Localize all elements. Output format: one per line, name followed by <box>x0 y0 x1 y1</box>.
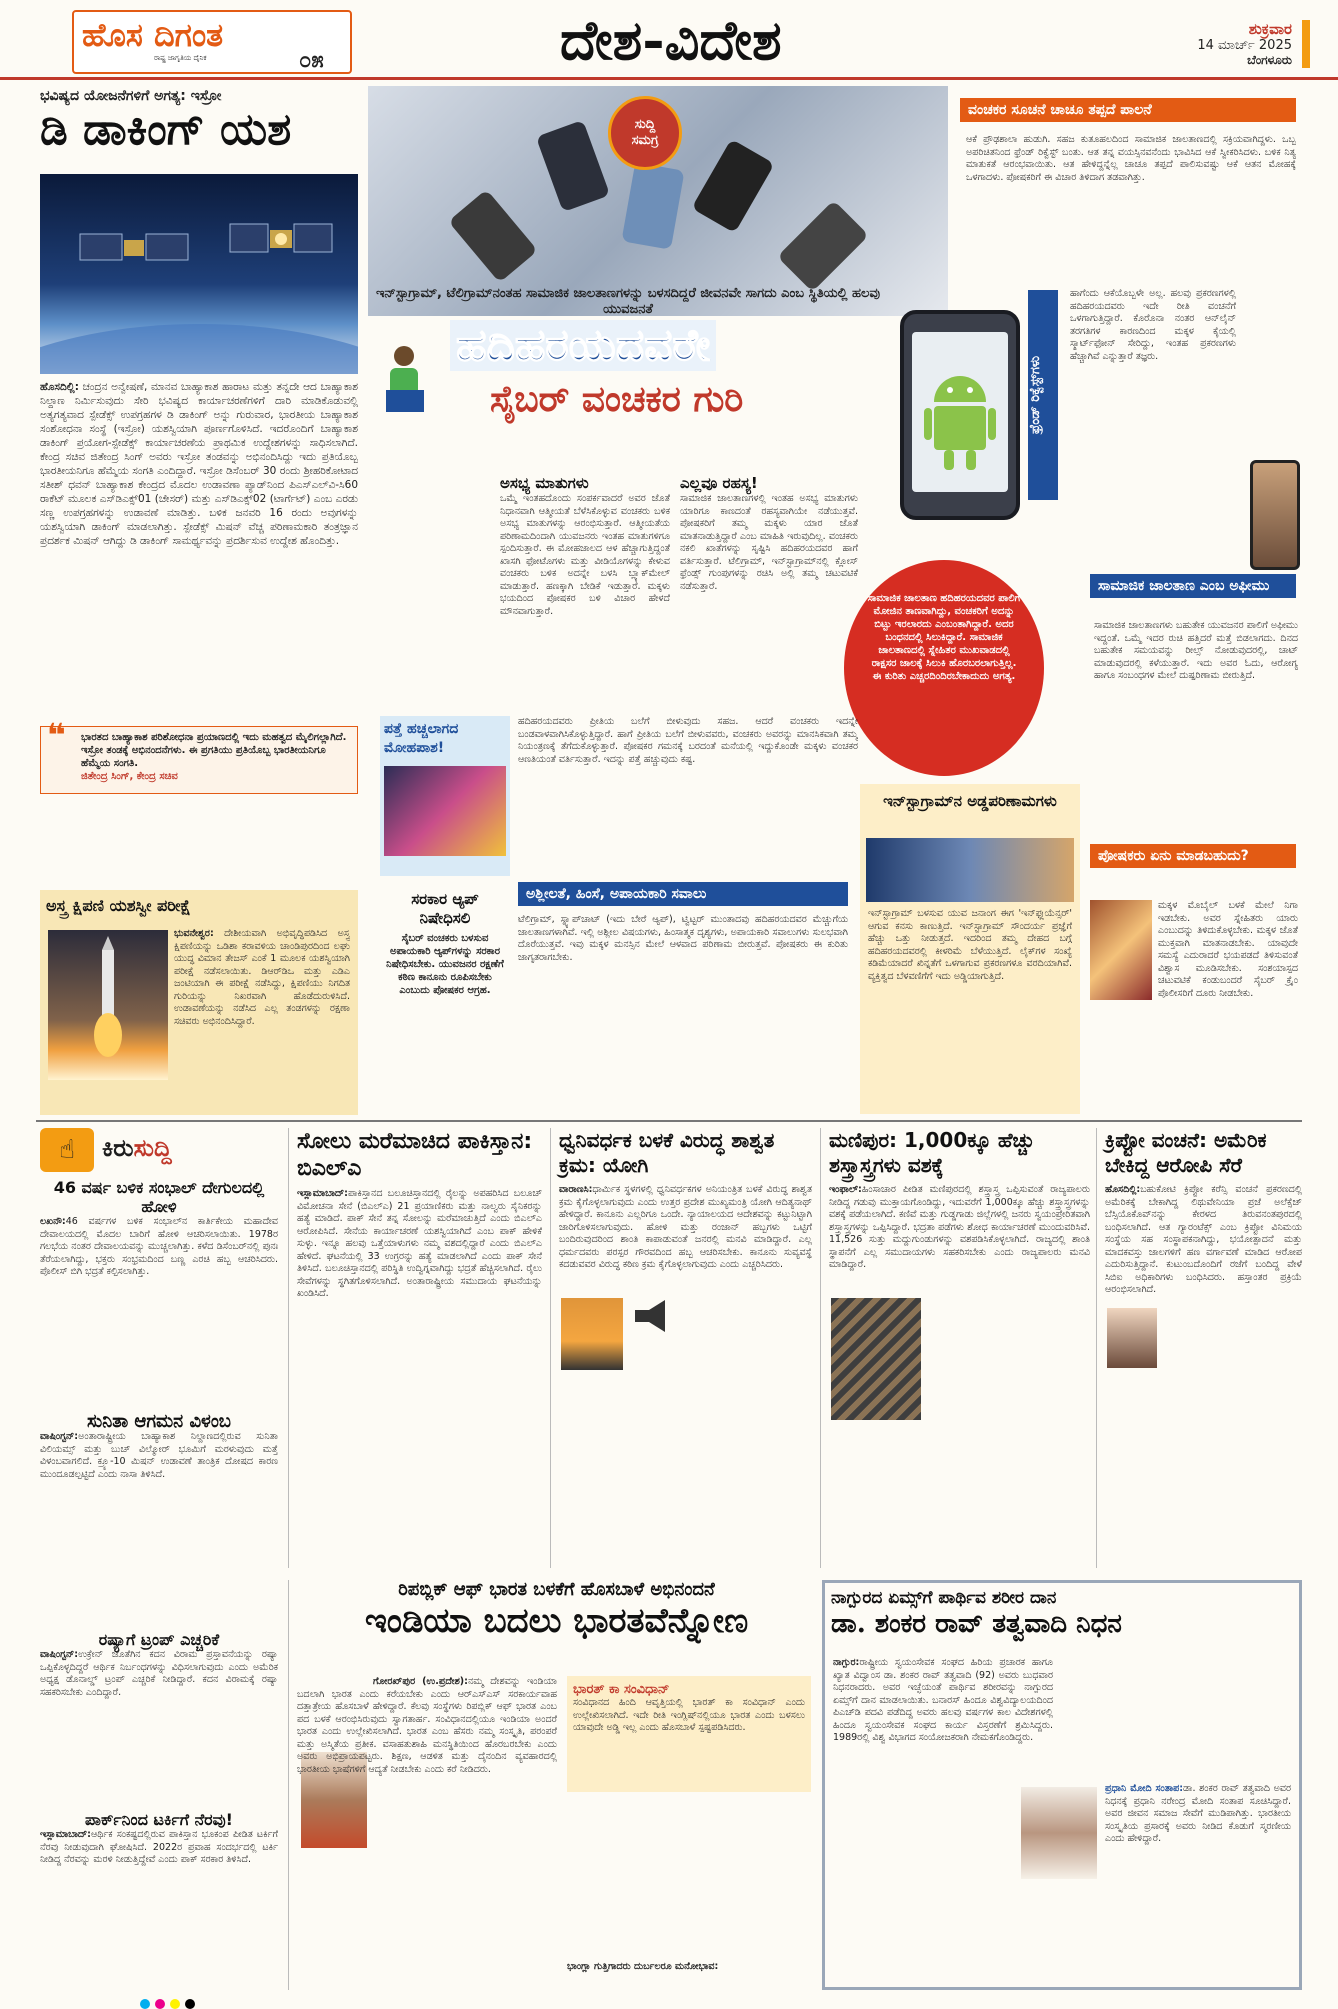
kiru-item-dateline: ವಾಷಿಂಗ್ಟನ್: <box>40 1649 79 1660</box>
app-ban-box <box>380 886 510 1106</box>
satellite-icon <box>40 174 358 374</box>
kiru-item-headline: ರಷ್ಯಾಗೆ ಟ್ರಂಪ್ ಎಚ್ಚರಿಕೆ <box>98 1630 220 1649</box>
cyber-sub1-title: ಅಸಭ್ಯ ಮಾತುಗಳು <box>500 474 589 492</box>
phone-graphic <box>890 300 1040 540</box>
kiru-item <box>40 1630 278 1810</box>
insta-box <box>860 784 1080 1114</box>
rocket-icon <box>48 930 168 1080</box>
kiru-header <box>40 1128 278 1168</box>
hosabale-article <box>288 1580 816 1990</box>
insta-body: ಇನ್‌ಸ್ಟಾಗ್ರಾಮ್ ಬಳಸುವ ಯುವ ಜನಾಂಗ ಈಗ 'ಇನ್‌ಫ್ಲುಯೆನ್ಸರ್' ಆಗುವ ಕನಸು ಕಾಣುತ್ತಿದೆ. ಇನ್‌ಸ್ಟಾಗ್ರಾಮ್ ಸೌಂದರ್ಯ ಪ್ರಜ್ಞೆಗೆ ಹೆಚ್ಚು ಒತ್ತು ನೀಡುತ್ತದೆ. ಇದರಿಂದ ತಮ್ಮ ದೇಹದ ಬಗ್ಗೆ ಹದಿಹರಯದವರಲ್ಲಿ ಕೀಳರಿಮೆ ಬೆಳೆಯುತ್ತಿದೆ. ಲೈಕ್‌ಗಳ ಸಂಖ್ಯೆ ಕಡಿಮೆಯಾದರೆ ಖಿನ್ನತೆಗೆ ಒಳಗಾಗುವ ಪ್ರಕರಣಗಳೂ ವರದಿಯಾಗಿವೆ. ವ್ಯಕ್ತಿತ್ವದ ಬೆಳವಣಿಗೆಗೆ ಇದು ಅಡ್ಡಿಯಾಗುತ್ತಿದೆ. <box>868 908 1072 982</box>
missile-article <box>40 890 358 1115</box>
mohapasha-title: ಪತ್ತೆ ಹಚ್ಚಲಾಗದ ಮೋಹಪಾಶ! <box>384 721 459 756</box>
weapons-photo <box>831 1298 921 1420</box>
phone-body <box>900 310 1020 520</box>
mohapasha-box <box>380 716 510 876</box>
constitution-box <box>567 1676 811 1792</box>
kiru-item-dateline: ಲಖನೌ: <box>40 1216 66 1227</box>
kiru-item-headline: ಸುನಿತಾ ಆಗಮನ ವಿಳಂಬ <box>86 1412 231 1432</box>
app-title: ಸರಕಾರ ಆ್ಯಪ್ ನಿಷೇಧಿಸಲಿ <box>411 890 479 927</box>
ashleel-title: ಅಶ್ಲೀಲತೆ, ಹಿಂಸೆ, ಅಪಾಯಕಾರಿ ಸವಾಲು <box>518 882 848 906</box>
crypto-body: ಬಹುಕೋಟಿ ಕ್ರಿಪ್ಟೋ ಕರೆನ್ಸಿ ವಂಚನೆ ಪ್ರಕರಣದಲ್ಲಿ ಅಮೆರಿಕಕ್ಕೆ ಬೇಕಾಗಿದ್ದ ಲಿಥುವೇನಿಯಾ ಪ್ರಜೆ ಅಲೆಕ್ಸೆಜ್ ಬೆಸ್ಸಿಯೊಕೊವ್‌ನನ್ನು ಕೇರಳದ ತಿರುವನಂತಪುರದಲ್ಲಿ ಬಂಧಿಸಲಾಗಿದೆ. ಆತ ಗ್ಯಾರಂಟೆಕ್ಸ್ ಎಂಬ ಕ್ರಿಪ್ಟೋ ವಿನಿಮಯ ಸಂಸ್ಥೆಯ ಸಹ ಸಂಸ್ಥಾಪಕನಾಗಿದ್ದು, ಭಯೋತ್ಪಾದನೆ ಮತ್ತು ಮಾದಕವಸ್ತು ಜಾಲಗಳಿಗೆ ಹಣ ವರ್ಗಾವಣೆ ಮಾಡಿದ ಆರೋಪ ಎದುರಿಸುತ್ತಿದ್ದಾನೆ. ಕುಟುಂಬದೊಂದಿಗೆ ರಜೆಗೆ ಬಂದಿದ್ದ ವೇಳೆ ಸಿಬಿಐ ಅಧಿಕಾರಿಗಳು ಬಂಧಿಸಿದರು. ಹಸ್ತಾಂತರ ಪ್ರಕ್ರಿಯೆ ಆರಂಭಿಸಲಾಗಿದೆ. <box>1105 1184 1302 1295</box>
finger-pointing-icon: ☝ <box>40 1128 94 1172</box>
newspaper-logo <box>72 10 352 74</box>
nagpur-article <box>822 1580 1302 1990</box>
crypto-headline: ಕ್ರಿಪ್ಟೋ ವಂಚನೆ: ಅಮೆರಿಕ ಬೇಕಿದ್ದ ಆರೋಪಿ ಸೆರೆ <box>1105 1128 1267 1177</box>
missile-headline: ಅಸ್ತ್ರ ಕ್ಷಿಪಣಿ ಯಶಸ್ವೀ ಪರೀಕ್ಷೆ <box>46 896 191 915</box>
cyber-kicker: ಇನ್‌ಸ್ಟಾಗ್ರಾಮ್, ಟೆಲಿಗ್ರಾಮ್‌ನಂತಹ ಸಾಮಾಜಿಕ ಜಾಲತಾಣಗಳನ್ನು ಬಳಸದಿದ್ದರೆ ಜೀವನವೇ ಸಾಗದು ಎಂಬ ಸ್ಥಿತಿಯಲ್ಲಿ ಹಲವು ಯುವಜನತೆ <box>375 286 881 317</box>
kiru-item <box>40 1412 278 1630</box>
missile-dateline: ಭುವನೇಶ್ವರ: <box>174 928 214 939</box>
social-title: ಸಾಮಾಜಿಕ ಜಾಲತಾಣ ಎಂಬ ಅಫೀಮು <box>1090 574 1296 598</box>
yogi-dateline: ವಾರಾಣಸಿ: <box>559 1184 593 1195</box>
logo-title: ಹೊಸ ದಿಗಂತ <box>82 16 224 54</box>
kiru-item-body: ಆರ್ಥಿಕ ಸಂಕಷ್ಟದಲ್ಲಿರುವ ಪಾಕಿಸ್ತಾನ ಭೂಕಂಪ ಪೀಡಿತ ಟರ್ಕಿಗೆ ನೆರವು ನೀಡುವುದಾಗಿ ಘೋಷಿಸಿದೆ. 2022ರ ಪ್ರವಾಹ ಸಂದರ್ಭದಲ್ಲಿ ಟರ್ಕಿ ನೀಡಿದ್ದ ನೆರವನ್ನು ಮರಳಿ ನೀಡುತ್ತಿದ್ದೇವೆ ಎಂದು ಪಾಕ್ ಸರಕಾರ ತಿಳಿಸಿದೆ. <box>40 1829 278 1865</box>
rocket-photo <box>48 930 168 1080</box>
parents-body: ಮಕ್ಕಳ ಮೊಬೈಲ್ ಬಳಕೆ ಮೇಲೆ ನಿಗಾ ಇಡಬೇಕು. ಅವರ ಸ್ನೇಹಿತರು ಯಾರು ಎಂಬುದನ್ನು ತಿಳಿದುಕೊಳ್ಳಬೇಕು. ಮಕ್ಕಳ ಜೊತೆ ಮುಕ್ತವಾಗಿ ಮಾತನಾಡಬೇಕು. ಯಾವುದೇ ಸಮಸ್ಯೆ ಎದುರಾದರೆ ಭಯಪಡದೆ ತಿಳಿಸುವಂತೆ ವಿಶ್ವಾಸ ಮೂಡಿಸಬೇಕು. ಸಂಶಯಾಸ್ಪದ ಚಟುವಟಿಕೆ ಕಂಡುಬಂದರೆ ಸೈಬರ್ ಕ್ರೈಂ ಪೊಲೀಸರಿಗೆ ದೂರು ನೀಡಬೇಕು. <box>1158 900 1298 999</box>
pak-body: ಪಾಕಿಸ್ತಾನದ ಬಲೂಚಿಸ್ತಾನದಲ್ಲಿ ರೈಲನ್ನು ಅಪಹರಿಸಿದ ಬಲೂಚ್ ವಿಮೋಚನಾ ಸೇನೆ (ಬಿಎಲ್‌ಎ) 21 ಪ್ರಯಾಣಿಕರು ಮತ್ತು ನಾಲ್ವರು ಸೈನಿಕರನ್ನು ಹತ್ಯೆ ಮಾಡಿದೆ. ಪಾಕ್ ಸೇನೆ ತನ್ನ ಸೋಲನ್ನು ಮರೆಮಾಚುತ್ತಿದೆ ಎಂದು ಬಿಎಲ್‌ಎ ಆರೋಪಿಸಿದೆ. ಸೇನೆಯ ಕಾರ್ಯಾಚರಣೆ ಯಶಸ್ವಿಯಾಗಿದೆ ಎಂಬ ಪಾಕ್ ಹೇಳಿಕೆ ಸುಳ್ಳು. ಇನ್ನೂ ಹಲವು ಒತ್ತೆಯಾಳುಗಳು ನಮ್ಮ ವಶದಲ್ಲಿದ್ದಾರೆ ಎಂದು ಬಿಎಲ್‌ಎ ಹೇಳಿದೆ. ಘಟನೆಯಲ್ಲಿ 33 ಉಗ್ರರನ್ನು ಹತ್ಯೆ ಮಾಡಲಾಗಿದೆ ಎಂದು ಪಾಕ್ ಸೇನೆ ತಿಳಿಸಿದೆ. ಬಲೂಚಿಸ್ತಾನದಲ್ಲಿ ಪರಿಸ್ಥಿತಿ ಉದ್ವಿಗ್ನವಾಗಿದ್ದು ಭದ್ರತೆ ಹೆಚ್ಚಿಸಲಾಗಿದೆ. ರೈಲು ಸೇವೆಗಳನ್ನು ಸ್ಥಗಿತಗೊಳಿಸಲಾಗಿದೆ. ಅಂತಾರಾಷ್ಟ್ರೀಯ ಸಮುದಾಯ ಘಟನೆಯನ್ನು ಖಂಡಿಸಿದೆ. <box>297 1188 542 1299</box>
pak-article <box>288 1128 542 1568</box>
kiru-title <box>102 1134 172 1162</box>
kiru-title-a: ಕಿರು <box>102 1134 134 1162</box>
isro-quote-author: ಜಿತೇಂದ್ರ ಸಿಂಗ್, ಕೇಂದ್ರ ಸಚಿವ <box>81 771 178 782</box>
right-mid-body: ಹಾಗೆಂದು ಆಕೆಯೊಬ್ಬಳೇ ಅಲ್ಲ. ಹಲವು ಪ್ರಕರಣಗಳಲ್ಲಿ ಹದಿಹರಯದವರು ಇದೇ ರೀತಿ ವಂಚನೆಗೆ ಒಳಗಾಗುತ್ತಿದ್ದಾರೆ. ಕೊರೊನಾ ನಂತರ ಆನ್‌ಲೈನ್ ತರಗತಿಗಳ ಕಾರಣದಿಂದ ಮಕ್ಕಳ ಕೈಯಲ್ಲಿ ಸ್ಮಾರ್ಟ್‌ಫೋನ್ ಸೇರಿದ್ದು, ಇಂತಹ ಪ್ರಕರಣಗಳು ಹೆಚ್ಚಾಗಿವೆ ಎನ್ನುತ್ತಾರೆ ತಜ್ಞರು. <box>1070 288 1236 362</box>
manipur-body: ಹಿಂಸಾಚಾರ ಪೀಡಿತ ಮಣಿಪುರದಲ್ಲಿ ಶಸ್ತ್ರಾಸ್ತ್ರ ಒಪ್ಪಿಸುವಂತೆ ರಾಜ್ಯಪಾಲರು ನೀಡಿದ್ದ ಗಡುವು ಮುಕ್ತಾಯಗೊಂಡಿದ್ದು, ಇದುವರೆಗೆ 1,000ಕ್ಕೂ ಹೆಚ್ಚು ಶಸ್ತ್ರಾಸ್ತ್ರಗಳನ್ನು ವಶಕ್ಕೆ ಪಡೆಯಲಾಗಿದೆ. ಕಣಿವೆ ಮತ್ತು ಗುಡ್ಡಗಾಡು ಜಿಲ್ಲೆಗಳಲ್ಲಿ ಜನರು ಸ್ವಯಂಪ್ರೇರಿತವಾಗಿ ಶಸ್ತ್ರಾಸ್ತ್ರಗಳನ್ನು ಒಪ್ಪಿಸಿದ್ದಾರೆ. ಭದ್ರತಾ ಪಡೆಗಳು ಶೋಧ ಕಾರ್ಯಾಚರಣೆ ಮುಂದುವರಿಸಿವೆ. 11,526 ಸುತ್ತು ಮದ್ದುಗುಂಡುಗಳನ್ನು ವಶಪಡಿಸಿಕೊಳ್ಳಲಾಗಿದೆ. ರಾಜ್ಯದಲ್ಲಿ ಶಾಂತಿ ಸ್ಥಾಪನೆಗೆ ಎಲ್ಲ ಸಮುದಾಯಗಳು ಸಹಕರಿಸಬೇಕು ಎಂದು ರಾಜ್ಯಪಾಲರು ಮನವಿ ಮಾಡಿದ್ದಾರೆ. <box>829 1184 1090 1270</box>
cyber-headline-2: ಸೈಬರ್ ವಂಚಕರ ಗುರಿ <box>490 378 744 420</box>
date-city: ಬೆಂಗಳೂರು <box>1247 53 1292 67</box>
hosabale-body: ನಮ್ಮ ದೇಶವನ್ನು ಇಂಡಿಯಾ ಬದಲಾಗಿ ಭಾರತ ಎಂದು ಕರೆಯಬೇಕು ಎಂದು ಆರ್‌ಎಸ್‌ಎಸ್ ಸರಕಾರ್ಯವಾಹ ದತ್ತಾತ್ರೇಯ ಹೊಸಬಾಳೆ ಹೇಳಿದ್ದಾರೆ. ಕೆಲವು ಸಂಸ್ಥೆಗಳು ರಿಪಬ್ಲಿಕ್ ಆಫ್ ಭಾರತ ಎಂಬ ಪದ ಬಳಕೆ ಆರಂಭಿಸಿರುವುದು ಸ್ವಾಗತಾರ್ಹ. ಸಂವಿಧಾನದಲ್ಲಿಯೂ ಇಂಡಿಯಾ ಅಂದರೆ ಭಾರತ ಎಂದು ಉಲ್ಲೇಖಿಸಲಾಗಿದೆ. ಭಾರತ ಎಂಬ ಹೆಸರು ನಮ್ಮ ಸಂಸ್ಕೃತಿ, ಪರಂಪರೆ ಮತ್ತು ಅಸ್ಮಿತೆಯ ಪ್ರತೀಕ. ವಸಾಹತುಶಾಹಿ ಮನಸ್ಥಿತಿಯಿಂದ ಹೊರಬರಬೇಕು ಎಂದು ಅವರು ಅಭಿಪ್ರಾಯಪಟ್ಟರು. ಶಿಕ್ಷಣ, ಆಡಳಿತ ಮತ್ತು ದೈನಂದಿನ ವ್ಯವಹಾರದಲ್ಲಿ ಭಾರತೀಯ ಭಾಷೆಗಳಿಗೆ ಆದ್ಯತೆ ನೀಡಬೇಕು ಎಂದು ಕರೆ ನೀಡಿದರು. <box>297 1676 557 1775</box>
section-divider <box>36 1120 1302 1122</box>
nagpur-tribute-body: ಡಾ. ಶಂಕರ ರಾವ್ ತತ್ವವಾದಿ ಅವರ ನಿಧನಕ್ಕೆ ಪ್ರಧಾನಿ ನರೇಂದ್ರ ಮೋದಿ ಸಂತಾಪ ಸೂಚಿಸಿದ್ದಾರೆ. ಅವರ ಜೀವನ ಸಮಾಜ ಸೇವೆಗೆ ಮುಡಿಪಾಗಿತ್ತು. ಭಾರತೀಯ ಸಂಸ್ಕೃತಿಯ ಪ್ರಸಾರಕ್ಕೆ ಅವರು ನೀಡಿದ ಕೊಡುಗೆ ಸ್ಮರಣೀಯ ಎಂದು ಹೇಳಿದ್ದಾರೆ. <box>1105 1783 1291 1844</box>
pak-headline: ಸೋಲು ಮರೆಮಾಚಿದ ಪಾಕಿಸ್ತಾನ: ಬಿಎಲ್‌ಎ <box>297 1129 533 1181</box>
samagra-badge <box>608 96 682 170</box>
missile-body <box>174 928 350 1108</box>
hosabale-kicker: ರಿಪಬ್ಲಿಕ್ ಆಫ್ ಭಾರತ ಬಳಕೆಗೆ ಹೊಸಬಾಳೆ ಅಭಿನಂದನೆ <box>398 1579 715 1600</box>
kiru-title-b: ಸುದ್ದಿ <box>133 1134 172 1162</box>
isro-article <box>40 88 358 782</box>
crypto-dateline: ಹೊಸದಿಲ್ಲಿ: <box>1105 1184 1141 1195</box>
registration-marks <box>140 1994 200 2006</box>
nagpur-headline: ಡಾ. ಶಂಕರ ರಾವ್ ತತ್ವವಾದಿ ನಿಧನ <box>831 1609 1122 1639</box>
insta-photo <box>866 838 1074 902</box>
kiru-item-dateline: ಇಸ್ಲಾಮಾಬಾದ್: <box>40 1829 91 1840</box>
date-day: ಶುಕ್ರವಾರ <box>1248 20 1292 38</box>
isro-body-text: ಚಂದ್ರನ ಅನ್ವೇಷಣೆ, ಮಾನವ ಬಾಹ್ಯಾಕಾಶ ಹಾರಾಟ ಮತ್ತು ತನ್ನದೇ ಆದ ಬಾಹ್ಯಾಕಾಶ ನಿಲ್ದಾಣ ನಿರ್ಮಿಸುವುದು ಸೇರಿ ಭವಿಷ್ಯದ ಕಾರ್ಯಾಚರಣೆಗಳಿಗೆ ದಾರಿ ಮಾಡಿಕೊಡುವಲ್ಲಿ ಅತ್ಯಗತ್ಯವಾದ ಸ್ಪೇಡೆಕ್ಸ್ ಉಪಗ್ರಹಗಳ ಡಿ ಡಾಕಿಂಗ್ ಅನ್ನು ಗುರುವಾರ, ಭಾರತೀಯ ಬಾಹ್ಯಾಕಾಶ ಸಂಶೋಧನಾ ಸಂಸ್ಥೆ (ಇಸ್ರೋ) ಯಶಸ್ವಿಯಾಗಿ ಪೂರ್ಣಗೊಳಿಸಿದೆ. ಇದರೊಂದಿಗೆ ಬಾಹ್ಯಾಕಾಶ ಡಾಕಿಂಗ್ ಪ್ರಯೋಗ-ಸ್ಪೇಡೆಕ್ಸ್ ಕಾರ್ಯಾಚರಣೆಯ ಪ್ರಾಥಮಿಕ ಉದ್ದೇಶಗಳನ್ನು ಸಾಧಿಸಲಾಗಿದೆ. ಕೇಂದ್ರ ಸಚಿವ ಜಿತೇಂದ್ರ ಸಿಂಗ್ ಅವರು ಇಸ್ರೋ ತಂಡವನ್ನು ಅಭಿನಂದಿಸಿದ್ದು ಇದು ಪ್ರತಿಯೊಬ್ಬ ಭಾರತೀಯನಿಗೂ ಹೆಮ್ಮೆಯ ಸಂಗತಿ ಎಂದಿದ್ದಾರೆ. ಇಸ್ರೋ ಡಿಸೆಂಬರ್ 30 ರಂದು ಶ್ರೀಹರಿಕೋಟಾದ ಸತೀಶ್ ಧವನ್ ಬಾಹ್ಯಾಕಾಶ ಕೇಂದ್ರದ ಮೊದಲ ಉಡಾವಣಾ ಪ್ಯಾಡ್‌ನಿಂದ ಪಿಎಸ್‌ಎಲ್‌ವಿ-ಸಿ60 ರಾಕೆಟ್ ಮೂಲಕ ಎಸ್‌ಡಿಎಕ್ಸ್01 (ಚೇಸರ್) ಮತ್ತು ಎಸ್‌ಡಿಎಕ್ಸ್02 (ಟಾರ್ಗೆಟ್) ಎಂಬ ಎರಡು ಸಣ್ಣ ಉಪಗ್ರಹಗಳನ್ನು ಉಡಾವಣೆ ಮಾಡಿತ್ತು. ಬಳಿಕ ಜನವರಿ 16 ರಂದು ಅವುಗಳನ್ನು ಯಶಸ್ವಿಯಾಗಿ ಡಾಕಿಂಗ್ ಮಾಡಲಾಗಿತ್ತು. ಸ್ಪೇಡೆಕ್ಸ್ ಮಿಷನ್ ವೆಚ್ಚ ಪರಿಣಾಮಕಾರಿ ತಂತ್ರಜ್ಞಾನ ಪ್ರದರ್ಶಕ ಮಿಷನ್ ಆಗಿದ್ದು ಡಿ ಡಾಕಿಂಗ್ ಸಾಮರ್ಥ್ಯವನ್ನು ಪ್ರದರ್ಶಿಸುವ ಉದ್ದೇಶ ಹೊಂದಿತ್ತು. <box>40 381 358 547</box>
loudspeaker-icon <box>631 1296 691 1336</box>
kiru-item-body: ಉಕ್ರೇನ್ ಜೊತೆಗಿನ ಕದನ ವಿರಾಮ ಪ್ರಸ್ತಾವನೆಯನ್ನು ರಷ್ಯಾ ಒಪ್ಪಿಕೊಳ್ಳದಿದ್ದರೆ ಆರ್ಥಿಕ ನಿರ್ಬಂಧಗಳನ್ನು ವಿಧಿಸಲಾಗುವುದು ಎಂದು ಅಮೆರಿಕ ಅಧ್ಯಕ್ಷ ಡೊನಾಲ್ಡ್ ಟ್ರಂಪ್ ಎಚ್ಚರಿಕೆ ನೀಡಿದ್ದಾರೆ. ಕದನ ವಿರಾಮಕ್ಕೆ ರಷ್ಯಾ ಸಹಕರಿಸಬೇಕು ಎಂದಿದ್ದಾರೆ. <box>40 1649 278 1698</box>
kiru-item-headline: ಪಾರ್ಕ್‌ನಿಂದ ಟರ್ಕಿಗೆ ನೆರವು! <box>85 1810 233 1829</box>
date-block <box>1130 20 1310 68</box>
section-title: ದೇಶ-ವಿದೇಶ <box>560 8 782 72</box>
accused-photo <box>1107 1308 1157 1368</box>
kiru-item <box>40 1810 278 1980</box>
cyber-headline-1: ಹದಿಹರಯದವರೇ <box>450 320 716 371</box>
isro-headline: ಡಿ ಡಾಕಿಂಗ್ ಯಶ <box>40 104 292 155</box>
kiru-item-headline: 46 ವರ್ಷ ಬಳಿಕ ಸಂಭಾಲ್ ದೇಗುಲದಲ್ಲಿ ಹೋಳಿ <box>53 1178 265 1216</box>
parents-title: ಪೋಷಕರು ಏನು ಮಾಡಬಹುದು? <box>1090 844 1296 868</box>
isro-dateline: ಹೊಸದಿಲ್ಲಿ: <box>40 381 79 393</box>
nagpur-tribute-author: ಪ್ರಧಾನಿ ಮೋದಿ ಸಂತಾಪ: <box>1105 1783 1184 1794</box>
selfie-phone-photo <box>1250 460 1300 570</box>
yogi-headline: ಧ್ವನಿವರ್ಧಕ ಬಳಕೆ ವಿರುದ್ಧ ಶಾಶ್ವತ ಕ್ರಮ: ಯೋಗಿ <box>559 1128 775 1177</box>
person-laptop-icon <box>370 340 440 430</box>
cyber-sub1 <box>500 474 670 705</box>
constitution-title: ಭಾರತ್ ಕಾ ಸಂವಿಧಾನ್ <box>573 1682 670 1697</box>
social-body: ಸಾಮಾಜಿಕ ಜಾಲತಾಣಗಳು ಬಹುತೇಕ ಯುವಜನರ ಪಾಲಿಗೆ ಅಫೀಮು ಇದ್ದಂತೆ. ಒಮ್ಮೆ ಇದರ ರುಚಿ ಹತ್ತಿದರೆ ಮತ್ತೆ ಬಿಡಲಾಗದು. ದಿನದ ಬಹುತೇಕ ಸಮಯವನ್ನು ರೀಲ್ಸ್ ನೋಡುವುದರಲ್ಲಿ, ಚಾಟ್ ಮಾಡುವುದರಲ್ಲಿ ಕಳೆಯುತ್ತಾರೆ. ಇದು ಅವರ ಓದು, ಆರೋಗ್ಯ ಹಾಗೂ ಸಂಬಂಧಗಳ ಮೇಲೆ ದುಷ್ಪರಿಣಾಮ ಬೀರುತ್ತಿದೆ. <box>1094 620 1298 681</box>
app-body: ಸೈಬರ್ ವಂಚಕರು ಬಳಸುವ ಅಪಾಯಕಾರಿ ಆ್ಯಪ್‌ಗಳನ್ನು ಸರಕಾರ ನಿಷೇಧಿಸಬೇಕು. ಯುವಜನರ ರಕ್ಷಣೆಗೆ ಕಠಿಣ ಕಾನೂನು ರೂಪಿಸಬೇಕು ಎಂಬುದು ಪೋಷಕರ ಆಗ್ರಹ. <box>386 933 504 996</box>
isro-quote: ಭಾರತದ ಬಾಹ್ಯಾಕಾಶ ಪರಿಶೋಧನಾ ಪ್ರಯಾಣದಲ್ಲಿ ಇದು ಮಹತ್ವದ ಮೈಲಿಗಲ್ಲಾಗಿದೆ. ಇಸ್ರೋ ತಂಡಕ್ಕೆ ಅಭಿನಂದನೆಗಳು. ಈ ಪ್ರಗತಿಯು ಪ್ರತಿಯೊಬ್ಬ ಭಾರತೀಯನಿಗೂ ಹೆಮ್ಮೆಯ ಸಂಗತಿ. <box>81 732 347 769</box>
yogi-article <box>550 1128 812 1568</box>
missile-body-text: ದೇಶೀಯವಾಗಿ ಅಭಿವೃದ್ಧಿಪಡಿಸಿದ ಅಸ್ತ್ರ ಕ್ಷಿಪಣಿಯನ್ನು ಒಡಿಶಾ ಕರಾವಳಿಯ ಚಾಂಡಿಪುರದಿಂದ ಲಘು ಯುದ್ಧ ವಿಮಾನ ತೇಜಸ್ ಎಂಕೆ 1 ಮೂಲಕ ಯಶಸ್ವಿಯಾಗಿ ಪರೀಕ್ಷೆ ನಡೆಸಲಾಯಿತು. ಡಿಆರ್‌ಡಿಒ ಮತ್ತು ಎಡಿಎ ಜಂಟಿಯಾಗಿ ಈ ಪರೀಕ್ಷೆ ನಡೆಸಿದ್ದು, ಕ್ಷಿಪಣಿಯು ನಿಗದಿತ ಗುರಿಯನ್ನು ನಿಖರವಾಗಿ ಹೊಡೆದುರುಳಿಸಿದೆ. ಉಡಾವಣೆಯನ್ನು ನಡೆಸಿದ ಎಲ್ಲ ತಂಡಗಳನ್ನು ರಕ್ಷಣಾ ಸಚಿವರು ಅಭಿನಂದಿಸಿದ್ದಾರೆ. <box>174 928 350 1027</box>
red-callout-circle: ಸಾಮಾಜಿಕ ಜಾಲತಾಣ ಹದಿಹರಯದವರ ಪಾಲಿಗೆ ಮೋಜಿನ ತಾಣವಾಗಿದ್ದು, ವಂಚಕರಿಗೆ ಅದನ್ನು ಬಿಟ್ಟು ಇರಲಾರದು ಎಂಬಂತಾಗಿದ್ದಾರೆ. ಅದರ ಬಂಧನದಲ್ಲಿ ಸಿಲುಕಿದ್ದಾರೆ. ಸಾಮಾಜಿಕ ಜಾಲತಾಣದಲ್ಲಿ ಸ್ನೇಹಿತರ ಮುಖವಾಡದಲ್ಲಿ ರಾಕ್ಷಸರ ಜಾಲಕ್ಕೆ ಸಿಲುಕಿ ಹೊರಬರಲಾಗುತ್ತಿಲ್ಲ. ಈ ಕುರಿತು ಎಚ್ಚರದಿಂದಿರಬೇಕಾದುದು ಅಗತ್ಯ. <box>844 560 1044 776</box>
yogi-photo <box>561 1298 623 1370</box>
badge-line1: ಸುದ್ದಿ <box>634 117 656 132</box>
manipur-headline: ಮಣಿಪುರ: 1,000ಕ್ಕೂ ಹೆಚ್ಚು ಶಸ್ತ್ರಾಸ್ತ್ರಗಳು ವಶಕ್ಕೆ <box>829 1128 1035 1177</box>
kiru-item-body: ಅಂತಾರಾಷ್ಟ್ರೀಯ ಬಾಹ್ಯಾಕಾಶ ನಿಲ್ದಾಣದಲ್ಲಿರುವ ಸುನಿತಾ ವಿಲಿಯಮ್ಸ್ ಮತ್ತು ಬುಚ್ ವಿಲ್ಮೋರ್ ಭೂಮಿಗೆ ಮರಳುವುದು ಮತ್ತೆ ವಿಳಂಬವಾಗಲಿದೆ. ಕ್ರ್ಯೂ-10 ಮಿಷನ್ ಉಡಾವಣೆ ತಾಂತ್ರಿಕ ದೋಷದ ಕಾರಣ ಮುಂದೂಡಲ್ಪಟ್ಟಿದೆ ಎಂದು ನಾಸಾ ತಿಳಿಸಿದೆ. <box>40 1431 278 1480</box>
kiru-item <box>40 1178 278 1412</box>
isro-kicker: ಭವಿಷ್ಯದ ಯೋಜನೆಗಳಿಗೆ ಅಗತ್ಯ: ಇಸ್ರೋ <box>40 88 222 104</box>
nagpur-kicker: ನಾಗ್ಪುರದ ಏಮ್ಸ್‌ಗೆ ಪಾರ್ಥಿವ ಶರೀರ ದಾನ <box>831 1588 1057 1608</box>
insta-title: ಇನ್‌ಸ್ಟಾಗ್ರಾಮ್‌ನ ಅಡ್ಡಪರಿಣಾಮಗಳು <box>883 792 1057 810</box>
kiru-list <box>40 1178 278 1988</box>
tatvavadi-photo <box>1021 1787 1097 1879</box>
isro-body <box>40 380 358 716</box>
nagpur-dateline: ನಾಗ್ಪುರ: <box>833 1657 860 1668</box>
kiru-item-body: 46 ವರ್ಷಗಳ ಬಳಿಕ ಸಂಭಾಲ್‌ನ ಕಾರ್ತಿಕೇಯ ಮಹಾದೇವ ದೇವಾಲಯದಲ್ಲಿ ಮೊದಲ ಬಾರಿಗೆ ಹೋಳಿ ಆಚರಿಸಲಾಯಿತು. 1978ರ ಗಲಭೆಯ ನಂತರ ದೇವಾಲಯವನ್ನು ಮುಚ್ಚಲಾಗಿತ್ತು. ಕಳೆದ ಡಿಸೆಂಬರ್‌ನಲ್ಲಿ ಪುನಃ ತೆರೆಯಲಾಗಿದ್ದು, ಭಕ್ತರು ಸಂಭ್ರಮದಿಂದ ಬಣ್ಣ ಎರಚಿ ಹಬ್ಬ ಆಚರಿಸಿದರು. ಪೊಲೀಸ್ ಬಿಗಿ ಭದ್ರತೆ ಕಲ್ಪಿಸಲಾಗಿತ್ತು. <box>40 1216 278 1277</box>
kiru-item-dateline: ವಾಷಿಂಗ್ಟನ್: <box>40 1431 79 1442</box>
right-top-body: ಆಕೆ ಪ್ರೌಢಶಾಲಾ ಹುಡುಗಿ. ಸಹಜ ಕುತೂಹಲದಿಂದ ಸಾಮಾಜಿಕ ಜಾಲತಾಣದಲ್ಲಿ ಸಕ್ರಿಯವಾಗಿದ್ದಳು. ಒಬ್ಬ ಅಪರಿಚಿತನಿಂದ ಫ್ರೆಂಡ್ ರಿಕ್ವೆಸ್ಟ್ ಬಂತು. ಆತ ತನ್ನ ವಯಸ್ಸಿನವನೆಂದು ಭಾವಿಸಿದ ಆಕೆ ಸ್ವೀಕರಿಸಿದಳು. ಬಳಿಕ ನಿತ್ಯ ಮಾತುಕತೆ ಆರಂಭವಾಯಿತು. ಆತ ಹೇಳಿದ್ದನ್ನೆಲ್ಲ ಚಾಚೂ ತಪ್ಪದೆ ಪಾಲಿಸುವಷ್ಟು ಆಕೆ ಆತನ ಮೋಹಕ್ಕೆ ಒಳಗಾದಳು. ಪೋಷಕರಿಗೆ ಈ ವಿಚಾರ ತಿಳಿದಾಗ ತಡವಾಗಿತ್ತು. <box>966 134 1296 183</box>
mohapasha-body: ಹದಿಹರಯದವರು ಪ್ರೀತಿಯ ಬಲೆಗೆ ಬೀಳುವುದು ಸಹಜ. ಆದರೆ ವಂಚಕರು ಇದನ್ನೇ ಬಂಡವಾಳವಾಗಿಸಿಕೊಳ್ಳುತ್ತಿದ್ದಾರೆ. ಹಾಗೆ ಪ್ರೀತಿಯ ಬಲೆಗೆ ಬೀಳುವವರು, ವಂಚಕರು ಅವರನ್ನು ಮಾನಸಿಕವಾಗಿ ತಮ್ಮ ನಿಯಂತ್ರಣಕ್ಕೆ ತೆಗೆದುಕೊಳ್ಳುತ್ತಾರೆ. ಪೋಷಕರ ಗಮನಕ್ಕೆ ಬರದಂತೆ ಮನೆಯಲ್ಲಿ ಇದ್ದುಕೊಂಡೇ ಮಕ್ಕಳು ವಂಚಕರ ಆಣತಿಯಂತೆ ವರ್ತಿಸುತ್ತಾರೆ. ಇದನ್ನು ಪತ್ತೆ ಹಚ್ಚುವುದು ಕಷ್ಟ. <box>518 716 858 765</box>
satellite-photo <box>40 174 358 374</box>
family-photo <box>1090 900 1152 1000</box>
pak-dateline: ಇಸ್ಲಾಮಾಬಾದ್: <box>297 1188 348 1199</box>
mohapasha-photo <box>384 766 506 856</box>
badge-line2: ಸಮಗ್ರ <box>631 133 659 148</box>
cyber-sub1-body: ಒಮ್ಮೆ ಇಂತಹದೊಂದು ಸಂಪರ್ಕವಾದರೆ ಅವರ ಜೊತೆ ನಿಧಾನವಾಗಿ ಆತ್ಮೀಯತೆ ಬೆಳೆಸಿಕೊಳ್ಳುವ ವಂಚಕರು ಬಳಿಕ ಅಸಭ್ಯ ಮಾತುಗಳನ್ನು ಆರಂಭಿಸುತ್ತಾರೆ. ಆತ್ಮೀಯತೆಯ ಪರಿಣಾಮದಿಂದಾಗಿ ಯುವಜನರು ಇಂತಹ ಮಾತುಗಳಿಗೂ ಸ್ಪಂದಿಸುತ್ತಾರೆ. ಈ ಮೋಹಜಾಲದ ಆಳ ಹೆಚ್ಚಾಗುತ್ತಿದ್ದಂತೆ ಖಾಸಗಿ ಫೋಟೊಗಳು ಮತ್ತು ವೀಡಿಯೊಗಳನ್ನು ಕೇಳುವ ವಂಚಕರು ಬಳಿಕ ಅದನ್ನೇ ಬಳಸಿ ಬ್ಲ್ಯಾಕ್‌ಮೇಲ್ ಮಾಡುತ್ತಾರೆ. ಹಣಕ್ಕಾಗಿ ಬೇಡಿಕೆ ಇಡುತ್ತಾರೆ. ಮಕ್ಕಳು ಭಯದಿಂದ ಪೋಷಕರ ಬಳಿ ವಿಚಾರ ಹೇಳದೆ ಮೌನವಾಗುತ್ತಾರೆ. <box>500 493 670 617</box>
logo-tagline: ರಾಷ್ಟ್ರ ಜಾಗೃತಿಯ ದೈನಿಕ <box>154 54 207 62</box>
manipur-dateline: ಇಂಫಾಲ್: <box>829 1184 862 1195</box>
ashleel-body: ಟೆಲಿಗ್ರಾಮ್, ಸ್ನ್ಯಾಪ್‌ಚಾಟ್ (ಇದು ಬೇರೆ ಆ್ಯಪ್), ಟ್ವಿಟ್ಟರ್ ಮುಂತಾದವು ಹದಿಹರಯದವರ ಮೆಚ್ಚುಗೆಯ ಜಾಲತಾಣಗಳಾಗಿವೆ. ಇಲ್ಲಿ ಅಶ್ಲೀಲ ವಿಷಯಗಳು, ಹಿಂಸಾತ್ಮಕ ದೃಶ್ಯಗಳು, ಅಪಾಯಕಾರಿ ಸವಾಲುಗಳು ಸುಲಭವಾಗಿ ದೊರೆಯುತ್ತವೆ. ಇವು ಮಕ್ಕಳ ಮನಸ್ಸಿನ ಮೇಲೆ ಆಳವಾದ ಪರಿಣಾಮ ಬೀರುತ್ತವೆ. ಪೋಷಕರು ಈ ಕುರಿತು ಜಾಗೃತರಾಗಬೇಕು. <box>518 914 848 963</box>
quote-mark-icon: ❝ <box>47 716 66 754</box>
manipur-article <box>820 1128 1090 1568</box>
date-text: 14 ಮಾರ್ಚ್ 2025 <box>1197 38 1292 53</box>
page-number: ೦೫ <box>299 48 324 73</box>
cyber-sub2-title: ಎಲ್ಲವೂ ರಹಸ್ಯ! <box>680 474 758 492</box>
hosabale-bottom-note: ಭಾಂಗ್ಲಾ ಗುತ್ತಿಗಾದರು ದುರ್ಬಲರೂ ಮನೋಭಾವ: <box>567 1961 719 1972</box>
masthead <box>0 0 1338 80</box>
cyber-headline-block <box>380 320 880 430</box>
yogi-body: ಧಾರ್ಮಿಕ ಸ್ಥಳಗಳಲ್ಲಿ ಧ್ವನಿವರ್ಧಕಗಳ ಅನಿಯಂತ್ರಿತ ಬಳಕೆ ವಿರುದ್ಧ ಶಾಶ್ವತ ಕ್ರಮ ಕೈಗೊಳ್ಳಲಾಗುವುದು ಎಂದು ಉತ್ತರ ಪ್ರದೇಶ ಮುಖ್ಯಮಂತ್ರಿ ಯೋಗಿ ಆದಿತ್ಯನಾಥ್ ಹೇಳಿದ್ದಾರೆ. ಕಾನೂನು ಎಲ್ಲರಿಗೂ ಒಂದೇ. ನ್ಯಾಯಾಲಯದ ಆದೇಶವನ್ನು ಕಟ್ಟುನಿಟ್ಟಾಗಿ ಜಾರಿಗೊಳಿಸಲಾಗುವುದು. ಹೋಳಿ ಮತ್ತು ರಂಜಾನ್ ಹಬ್ಬಗಳು ಒಟ್ಟಿಗೆ ಬಂದಿರುವುದರಿಂದ ಶಾಂತಿ ಕಾಪಾಡುವಂತೆ ಜನರಲ್ಲಿ ಮನವಿ ಮಾಡಿದ್ದಾರೆ. ಎಲ್ಲ ಧರ್ಮದವರು ಪರಸ್ಪರ ಗೌರವದಿಂದ ಹಬ್ಬ ಆಚರಿಸಬೇಕು. ಕಾನೂನು ಸುವ್ಯವಸ್ಥೆ ಕದಡುವವರ ವಿರುದ್ಧ ಕಠಿಣ ಕ್ರಮ ಕೈಗೊಳ್ಳಲಾಗುವುದು ಎಂದು ಎಚ್ಚರಿಸಿದರು. <box>559 1184 812 1270</box>
android-icon <box>912 332 1008 492</box>
nagpur-body: ರಾಷ್ಟ್ರೀಯ ಸ್ವಯಂಸೇವಕ ಸಂಘದ ಹಿರಿಯ ಪ್ರಚಾರಕ ಹಾಗೂ ಖ್ಯಾತ ವಿದ್ವಾಂಸ ಡಾ. ಶಂಕರ ರಾವ್ ತತ್ವವಾದಿ (92) ಅವರು ಬುಧವಾರ ನಿಧನರಾದರು. ಅವರ ಇಚ್ಛೆಯಂತೆ ಪಾರ್ಥಿವ ಶರೀರವನ್ನು ನಾಗ್ಪುರದ ಏಮ್ಸ್‌ಗೆ ದಾನ ಮಾಡಲಾಯಿತು. ಬನಾರಸ್ ಹಿಂದೂ ವಿಶ್ವವಿದ್ಯಾಲಯದಿಂದ ಪಿಎಚ್‌ಡಿ ಪದವಿ ಪಡೆದಿದ್ದ ಅವರು ಹಲವು ವರ್ಷಗಳ ಕಾಲ ವಿದೇಶಗಳಲ್ಲಿ ಹಿಂದೂ ಸ್ವಯಂಸೇವಕ ಸಂಘದ ಕಾರ್ಯ ವಿಸ್ತರಣೆಗೆ ಶ್ರಮಿಸಿದ್ದರು. 1989ರಲ್ಲಿ ವಿಶ್ವ ವಿಭಾಗದ ಸಂಯೋಜಕರಾಗಿ ನೇಮಕಗೊಂಡಿದ್ದರು. <box>833 1657 1053 1743</box>
phone-screen <box>912 332 1008 492</box>
constitution-body: ಸಂವಿಧಾನದ ಹಿಂದಿ ಆವೃತ್ತಿಯಲ್ಲಿ ಭಾರತ್ ಕಾ ಸಂವಿಧಾನ್ ಎಂದು ಉಲ್ಲೇಖಿಸಲಾಗಿದೆ. ಇದೇ ರೀತಿ ಇಂಗ್ಲಿಷ್‌ನಲ್ಲಿಯೂ ಭಾರತ ಎಂದು ಬಳಸಲು ಯಾವುದೇ ಅಡ್ಡಿ ಇಲ್ಲ ಎಂದು ಹೊಸಬಾಳೆ ಸ್ಪಷ್ಟಪಡಿಸಿದರು. <box>573 1697 805 1733</box>
friend-request-label: ಫ್ರೆಂಡ್ ರಿಕ್ವೆಸ್ಟ್‌ಗಳು <box>1028 290 1058 500</box>
cyber-sub2-body: ಸಾಮಾಜಿಕ ಜಾಲತಾಣಗಳಲ್ಲಿ ಇಂತಹ ಅಸಭ್ಯ ಮಾತುಗಳು ಯಾರಿಗೂ ಕಾಣದಂತೆ ರಹಸ್ಯವಾಗಿಯೇ ನಡೆಯುತ್ತವೆ. ಪೋಷಕರಿಗೆ ತಮ್ಮ ಮಕ್ಕಳು ಯಾರ ಜೊತೆ ಮಾತನಾಡುತ್ತಿದ್ದಾರೆ ಎಂಬ ಮಾಹಿತಿ ಇರುವುದಿಲ್ಲ. ವಂಚಕರು ನಕಲಿ ಖಾತೆಗಳನ್ನು ಸೃಷ್ಟಿಸಿ ಹದಿಹರಯದವರ ಹಾಗೆ ವರ್ತಿಸುತ್ತಾರೆ. ಟೆಲಿಗ್ರಾಮ್, ಇನ್‌ಸ್ಟಾಗ್ರಾಮ್‌ನಲ್ಲಿ ಕ್ಲೋಸ್ ಫ್ರೆಂಡ್ಸ್ ಗುಂಪುಗಳನ್ನು ರಚಿಸಿ ಅಲ್ಲಿ ತಮ್ಮ ಚಟುವಟಿಕೆ ನಡೆಸುತ್ತಾರೆ. <box>680 493 858 592</box>
crypto-article <box>1096 1128 1302 1568</box>
isro-quote-box <box>40 716 358 794</box>
right-top-title: ವಂಚಕರ ಸೂಚನೆ ಚಾಚೂ ತಪ್ಪದೆ ಪಾಲನೆ <box>960 98 1296 122</box>
hosabale-headline: ಇಂಡಿಯಾ ಬದಲು ಭಾರತವೆನ್ನೋಣ <box>364 1601 749 1641</box>
cyber-sub2 <box>680 474 858 703</box>
hosabale-dateline: ಗೋರಖ್‌ಪುರ (ಉ.ಪ್ರದೇಶ): <box>373 1676 468 1687</box>
